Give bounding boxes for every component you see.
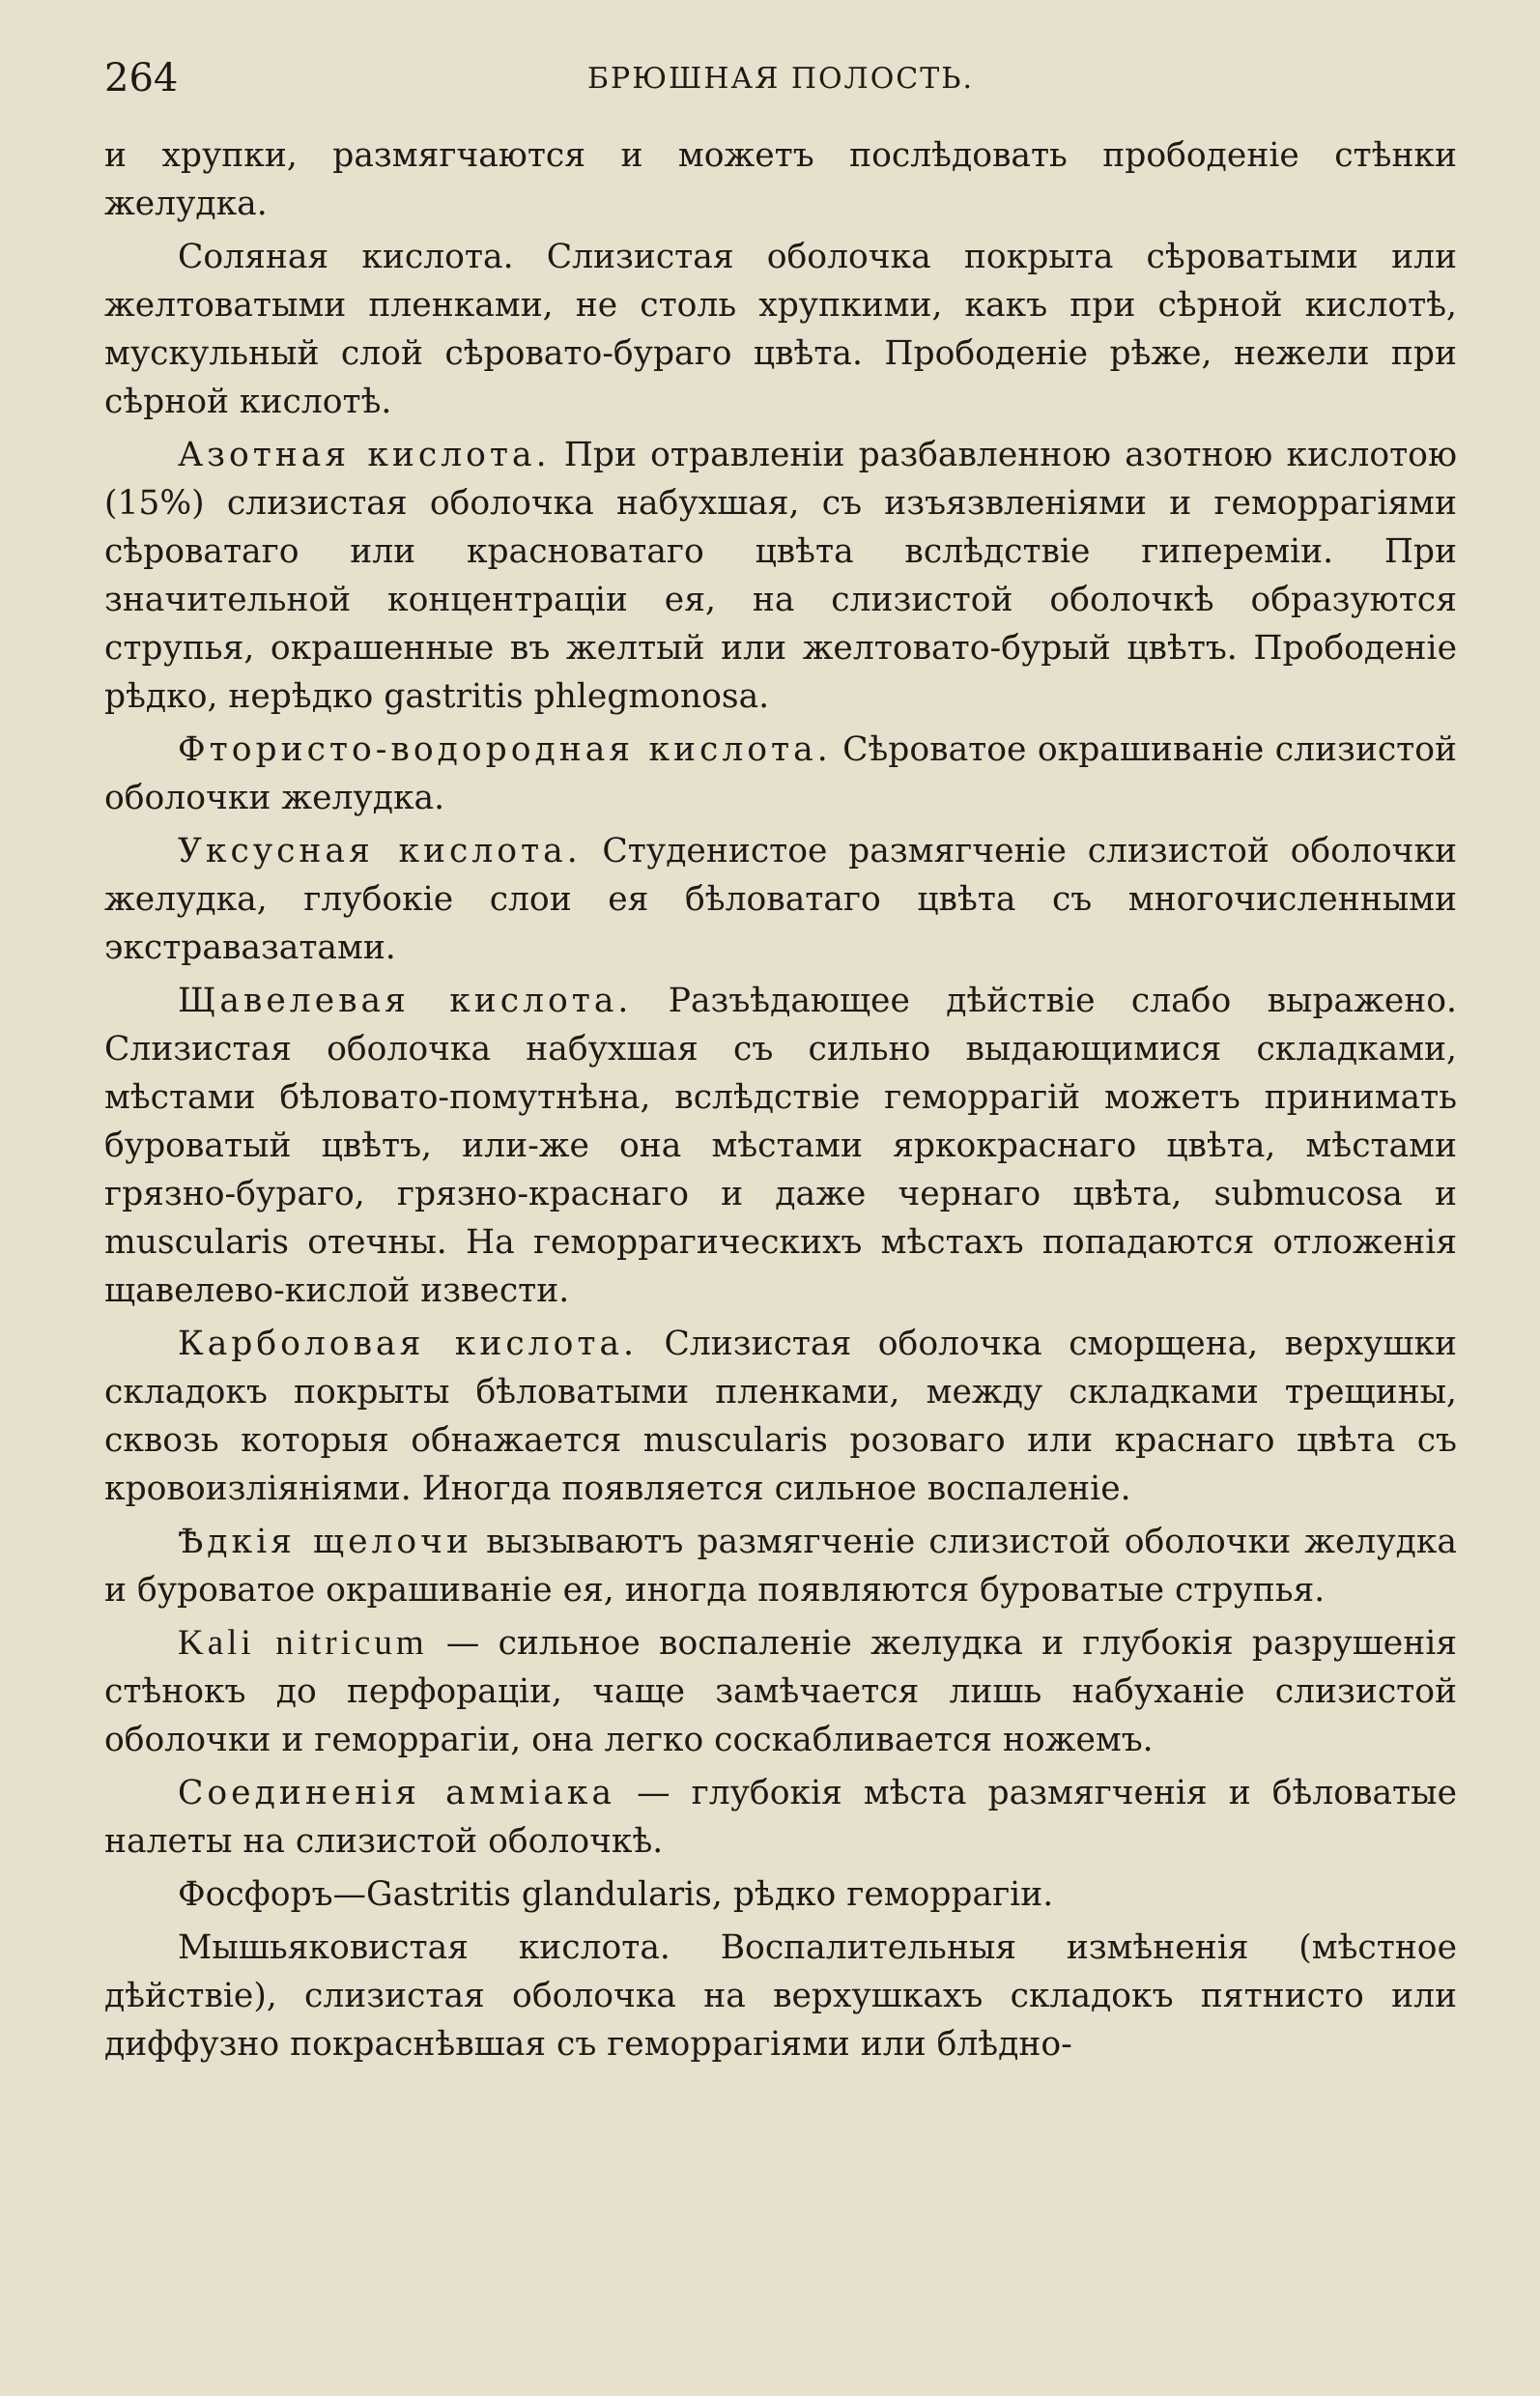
paragraph-text: Студенистое размягченiе слизистой оболочки желудка, глубокiе слои ея бѣловатаго цвѣта съ многочисленными экстравазатами.	[104, 832, 1458, 967]
section-heading: Карболовая кислота.	[178, 1325, 638, 1363]
section-heading: Азотная кислота.	[178, 436, 551, 474]
paragraph-text: —Gastritis glandularis, рѣдко геморрагiи.	[332, 1875, 1054, 1914]
paragraph	[104, 1518, 1457, 1614]
paragraph	[104, 1924, 1457, 2068]
section-heading: Ѣдкiя щелочи	[178, 1523, 472, 1561]
section-heading: Соединенiя амміака	[178, 1774, 616, 1812]
paragraph-text: Разъѣдающее дѣйствiе слабо выражено. Слизистая оболочка набухшая съ сильно выдающимися складками, мѣстами бѣловато-помутнѣна, вслѣдствiе геморрагiй можетъ принимать буроватый цвѣтъ, или-же она мѣстами яркокраснаго цвѣта, мѣстами грязно-бураго, грязно-краснаго и даже чернаго цвѣта, submucosa и muscularis отечны. На геморрагическихъ мѣстахъ попадаются отложенiя щавелево-кислой извести.	[104, 982, 1457, 1310]
paragraph-text: Слизистая оболочка сморщена, верхушки складокъ покрыты бѣловатыми пленками, между складками трещины, сквозь которыя обнажается muscularis розоваго или краснаго цвѣта съ кровоизлiянiями. Иногда появляется сильное воспаленiе.	[104, 1325, 1457, 1508]
paragraph-text: и хрупки, размягчаются и можетъ послѣдовать прободенiе стѣнки желудка.	[104, 136, 1457, 223]
section-heading: Фосфоръ	[178, 1875, 333, 1914]
paragraph-text: Мышьяковистая кислота. Воспалительныя измѣненiя (мѣстное дѣйствiе), слизистая оболочка на верхушкахъ складокъ пятнисто или диффузно покраснѣвшая съ геморрагiями или блѣдно-	[104, 1928, 1457, 2064]
section-heading: Kali nitricum	[178, 1623, 428, 1663]
section-heading: Щавелевая кислота.	[178, 982, 633, 1020]
paragraph-text: — сильное воспаленiе желудка и глубокiя разрушенiя стѣнокъ до перфорацiи, чаще замѣчается лишь набуханiе слизистой оболочки и геморрагiи, она легко соскабливается ножемъ.	[104, 1624, 1457, 1759]
paragraph	[104, 1870, 1457, 1919]
paragraph-text: — глубокiя мѣста размягченiя и бѣловатые налеты на слизистой оболочкѣ.	[104, 1774, 1457, 1861]
paragraph-text: При отравленiи разбавленною азотною кислотою (15%) слизистая оболочка набухшая, съ изъязвленiями и геморрагiями сѣроватаго или красноватаго цвѣта вслѣдствiе гиперемiи. При значительной концентрацiи ея, на слизистой оболочкѣ образуются струпья, окрашенные въ желтый или желтовато-бурый цвѣтъ. Прободенiе рѣдко, нерѣдко gastritis phlegmonosa.	[104, 436, 1457, 716]
body-text	[104, 131, 1457, 2068]
running-title: БРЮШНАЯ ПОЛОСТЬ.	[586, 62, 974, 96]
paragraph	[104, 726, 1457, 822]
paragraph-text: Сѣроватое окрашиванiе слизистой оболочки желудка.	[104, 730, 1457, 817]
section-heading: Фтористо-водородная кислота.	[178, 730, 832, 769]
paragraph-text: Слизистая оболочка покрыта сѣроватыми или желтоватыми пленками, не столь хрупкими, какъ при сѣрной кислотѣ, мускульный слой сѣровато-бураго цвѣта. Прободенiе рѣже, нежели при сѣрной кислотѣ.	[104, 238, 1457, 421]
paragraph	[104, 1320, 1457, 1513]
page-header	[104, 48, 1457, 106]
paragraph	[104, 1769, 1457, 1866]
paragraph-text: вызываютъ размягченiе слизистой оболочки желудка и буроватое окрашиванiе ея, иногда появляются буроватые струпья.	[104, 1523, 1457, 1610]
paragraph	[104, 431, 1457, 721]
paragraph	[104, 1619, 1457, 1764]
paragraph	[104, 233, 1457, 426]
paragraph	[104, 131, 1457, 228]
section-heading: Уксусная кислота.	[178, 832, 582, 870]
section-heading: Соляная кислота.	[178, 238, 514, 276]
paragraph	[104, 827, 1457, 972]
page-number: 264	[104, 56, 179, 100]
paragraph	[104, 977, 1457, 1315]
